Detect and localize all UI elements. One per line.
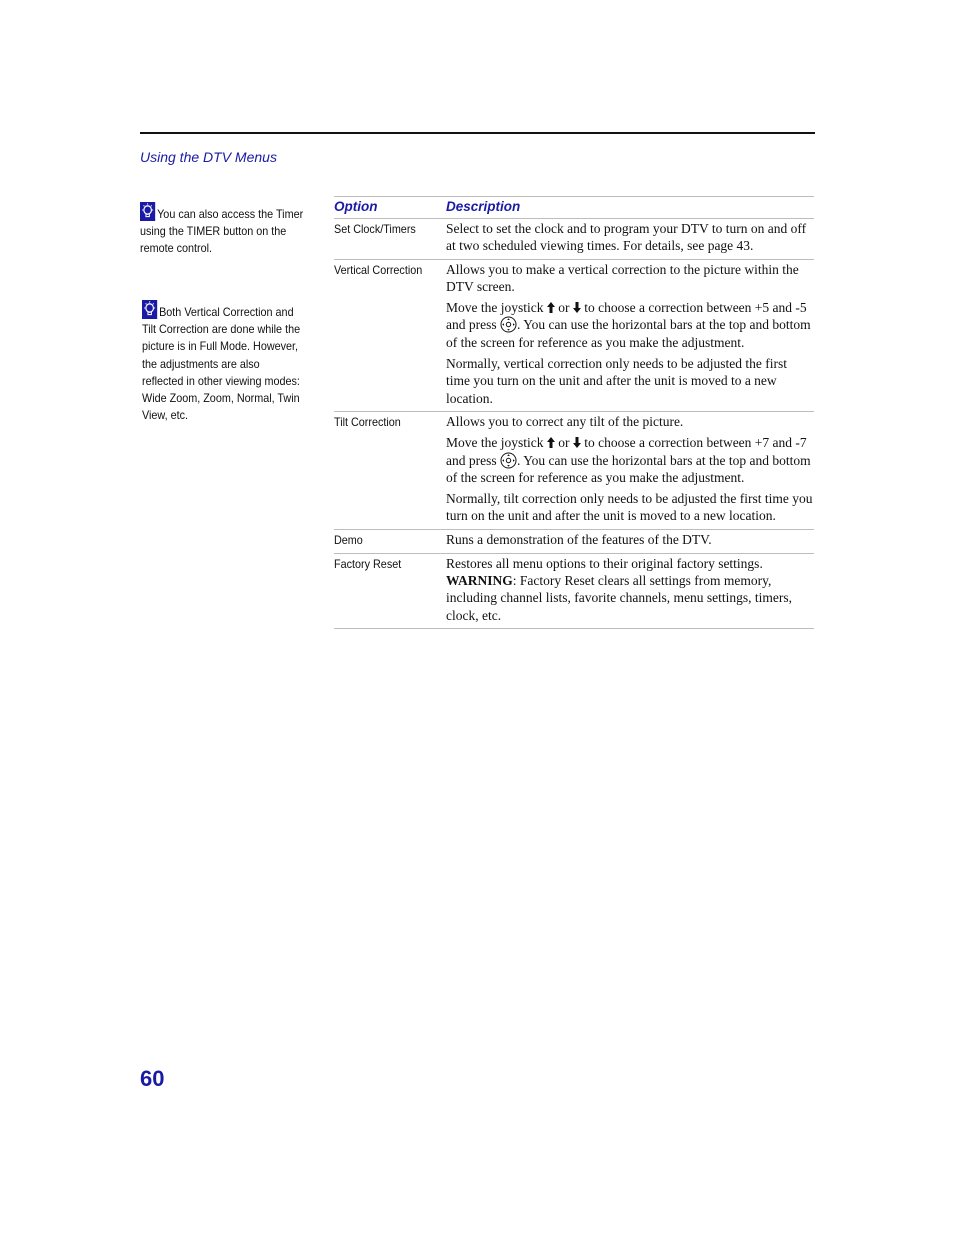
table-header-row — [334, 197, 814, 219]
description-cell — [446, 411, 814, 529]
instruction-text: or — [558, 300, 570, 316]
tip-text: Both Vertical Correction and Tilt Correction are done while the picture is in Full Mode. However, the adjustments are also reflected in other viewing modes: Wide Zoom, Zoom, Normal, Twin View, etc. — [142, 305, 301, 423]
instruction-text: Move the joystick — [446, 300, 544, 316]
table-row — [334, 411, 814, 529]
lightbulb-tip-icon — [142, 300, 157, 319]
option-name: Vertical Correction — [334, 262, 423, 277]
margin-tip-correction — [142, 300, 304, 424]
table-row — [334, 259, 814, 411]
option-name: Tilt Correction — [334, 414, 401, 429]
instruction-text: . You can use the horizontal bars at the top and bottom of the screen for reference as you make the adjustment. — [446, 452, 811, 485]
option-name: Factory Reset — [334, 556, 402, 571]
lightbulb-tip-icon — [140, 202, 155, 221]
warning-text: : Factory Reset clears all settings from memory, including channel lists, favorite channels, menu settings, timers, clock, etc. — [446, 573, 793, 623]
description-text: Select to set the clock and to program your DTV to turn on and off at two scheduled viewing times. For details, see page 43. — [446, 221, 807, 254]
instruction-text: Move the joystick — [446, 435, 544, 451]
description-text: Normally, tilt correction only needs to be adjusted the first time you turn on the unit and after the unit is moved to a new location. — [446, 491, 813, 524]
joystick-press-icon — [500, 316, 517, 333]
page-number: 60 — [140, 1066, 165, 1091]
tip-text: You can also access the Timer using the TIMER button on the remote control. — [140, 207, 304, 256]
instruction-text: to choose a correction between +7 and -7 and press — [446, 435, 807, 468]
column-header-option: Option — [334, 197, 446, 219]
option-name: Demo — [334, 532, 363, 547]
option-cell — [334, 219, 446, 260]
description-cell — [446, 219, 814, 260]
description-text: Allows you to correct any tilt of the picture. — [446, 413, 684, 429]
column-header-description: Description — [446, 197, 814, 219]
warning-label: WARNING — [446, 573, 513, 589]
joystick-press-icon — [500, 452, 517, 469]
table-row — [334, 529, 814, 553]
description-text: Allows you to make a vertical correction to the picture within the DTV screen. — [446, 261, 799, 294]
margin-tip-timer — [140, 202, 316, 258]
option-cell — [334, 553, 446, 628]
joystick-instruction — [446, 299, 814, 351]
table-row — [334, 219, 814, 260]
running-header: Using the DTV Menus — [140, 149, 277, 165]
options-table — [334, 196, 814, 629]
option-cell — [334, 259, 446, 411]
description-text: Normally, vertical correction only needs to be adjusted the first time you turn on the unit and after the unit is moved to a new location. — [446, 356, 788, 406]
header-rule — [140, 132, 815, 134]
arrow-down-icon — [573, 437, 581, 448]
description-cell — [446, 259, 814, 411]
description-text — [446, 555, 814, 624]
arrow-up-icon — [547, 437, 555, 448]
arrow-up-icon — [547, 302, 555, 313]
instruction-text: or — [558, 435, 570, 451]
arrow-down-icon — [573, 302, 581, 313]
option-cell — [334, 411, 446, 529]
instruction-text: to choose a correction between +5 and -5 and press — [446, 300, 807, 333]
joystick-instruction — [446, 434, 814, 486]
table-row — [334, 553, 814, 628]
instruction-text: . You can use the horizontal bars at the top and bottom of the screen for reference as you make the adjustment. — [446, 317, 811, 350]
option-cell — [334, 529, 446, 553]
description-text: Runs a demonstration of the features of the DTV. — [446, 531, 712, 547]
option-name: Set Clock/Timers — [334, 222, 416, 236]
description-cell — [446, 529, 814, 553]
description-cell — [446, 553, 814, 628]
description-sentence: Restores all menu options to their original factory settings. — [446, 555, 763, 571]
